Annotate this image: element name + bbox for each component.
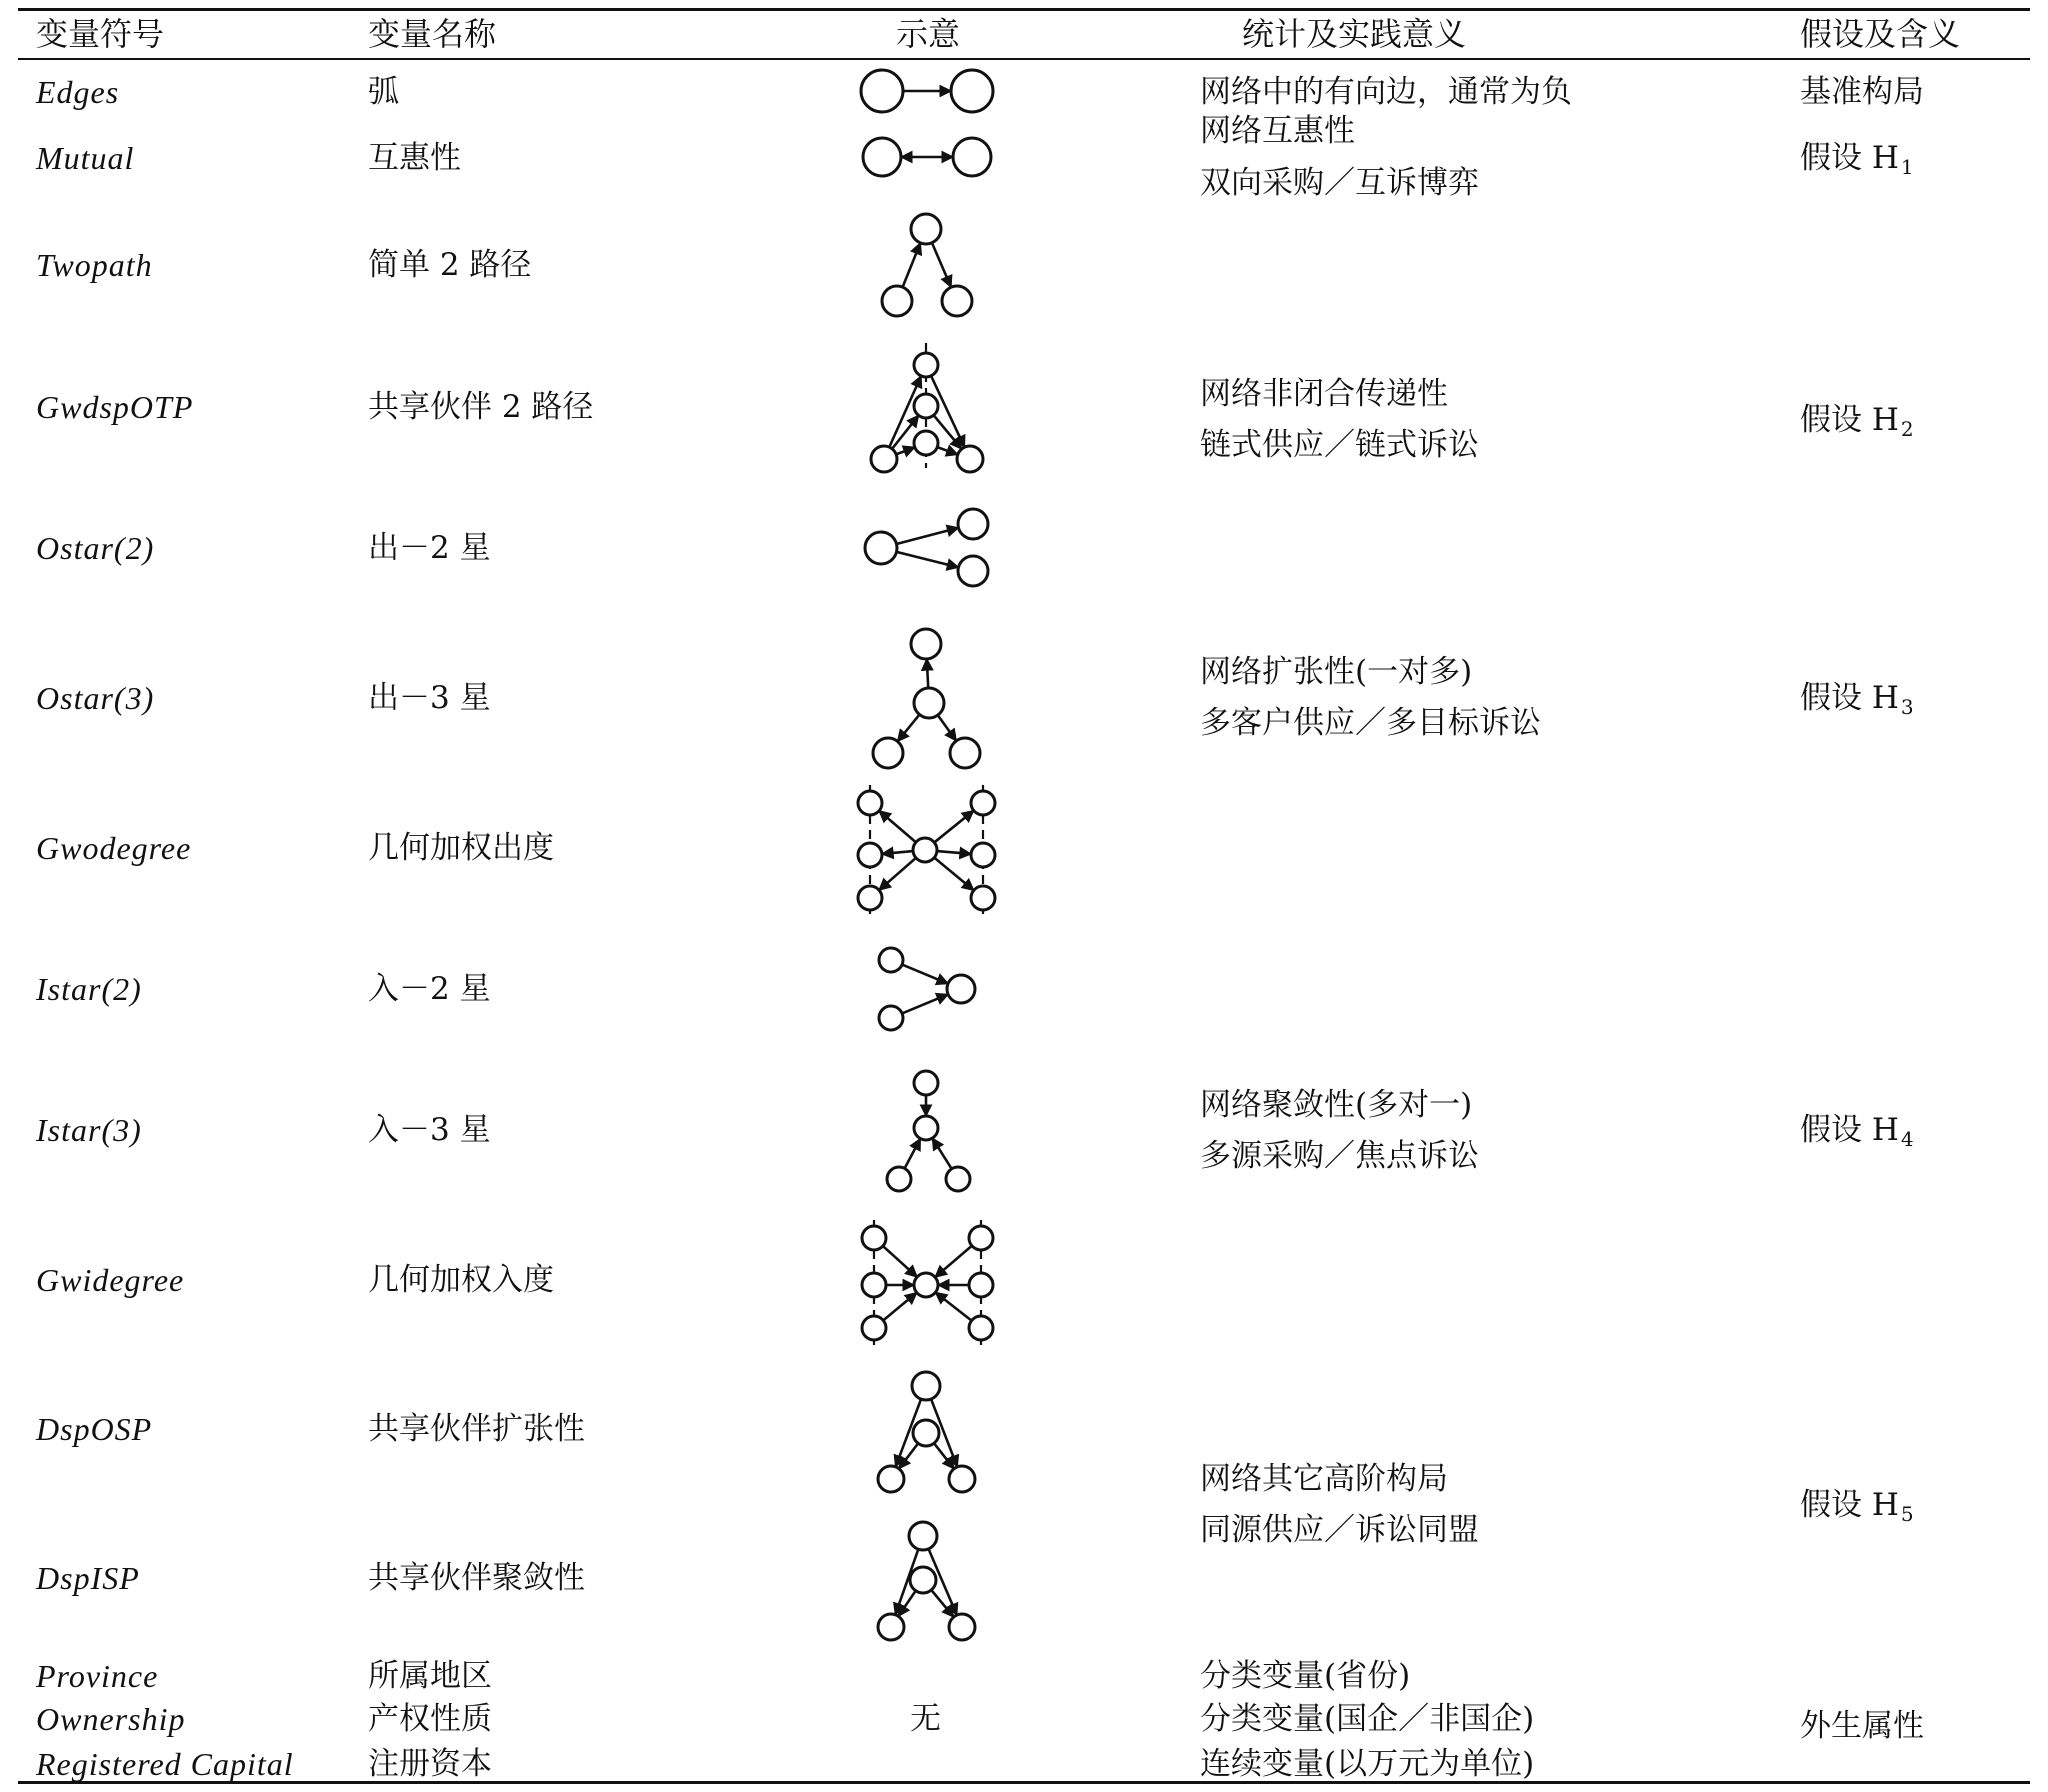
meaning-province: 分类变量(省份) [1200,1658,1411,1694]
node [879,948,903,972]
node [953,138,991,176]
node [958,556,988,586]
header-symbol: 变量符号 [36,15,165,53]
gwidegree-diagram [862,1220,993,1345]
gwodegree-diagram [858,785,995,915]
istar2-diagram [879,948,975,1030]
node [878,1466,904,1492]
edge-diagram [861,70,993,112]
node [911,214,941,244]
directed-edge [937,447,958,454]
hypothesis-edges: 基准构局 [1800,74,1924,110]
directed-edge [931,1590,953,1617]
directed-edge [902,965,948,984]
symbol-gwodegree: Gwodegree [36,830,192,866]
header-illustration: 示意 [896,15,961,53]
node [909,1522,937,1550]
node [858,791,882,815]
node [910,1567,936,1593]
header-name: 变量名称 [368,15,497,53]
node [865,532,897,564]
directed-edge [897,552,959,567]
node [873,738,903,768]
node [862,1273,886,1297]
directed-edge [935,1246,972,1277]
dspisp-diagram [878,1522,975,1640]
node [971,886,995,910]
hypothesis-h4-sub: 4 [1900,1127,1914,1151]
hypothesis-h2-text: 假设 H [1800,402,1899,438]
node [882,286,912,316]
directed-edge [938,715,956,741]
meaning-ownership: 分类变量(国企／非国企) [1200,1701,1535,1737]
symbol-ostar2: Ostar(2) [36,530,155,566]
node [862,1226,886,1250]
meaning-mutual-2: 双向采购／互诉博弈 [1200,165,1479,201]
name-ostar3: 出－3 星 [368,680,491,716]
node [947,975,975,1003]
node [914,1273,938,1297]
node [862,1316,886,1340]
directed-edge [898,715,920,742]
directed-edge [879,811,916,842]
symbol-mutual: Mutual [36,140,135,176]
node [858,843,882,867]
node [871,446,897,472]
node [950,738,980,768]
node [957,446,983,472]
node [911,629,941,659]
node [971,791,995,815]
node [971,843,995,867]
node [914,353,938,377]
mutual-diagram [863,138,991,176]
node [914,394,938,418]
name-registered-capital: 注册资本 [368,1746,492,1782]
name-gwdspotp: 共享伙伴 2 路径 [368,389,594,425]
symbol-registered-capital: Registered Capital [36,1746,294,1782]
hypothesis-h1-sub: 1 [1900,155,1914,179]
node [913,1420,939,1446]
directed-edge [896,528,958,544]
directed-edge [883,1293,917,1321]
meaning-gwdsp-2: 链式供应／链式诉讼 [1200,427,1479,463]
node [858,886,882,910]
meaning-gwdsp-1: 网络非闭合传递性 [1200,376,1448,412]
name-istar2: 入－2 星 [368,971,491,1007]
node [949,1614,975,1640]
directed-edge [903,243,921,287]
header-hypothesis: 假设及含义 [1800,15,1961,53]
ostar3-diagram [873,629,980,768]
node [913,838,937,862]
node [958,509,988,539]
directed-edge [879,858,916,890]
node [951,70,993,112]
node [942,286,972,316]
meaning-dsp-2: 同源供应／诉讼同盟 [1200,1512,1479,1548]
hypothesis-h2-sub: 2 [1900,417,1914,441]
header-meaning: 统计及实践意义 [1242,15,1467,53]
directed-edge [905,1139,921,1169]
symbol-province: Province [36,1658,159,1694]
name-dsposp: 共享伙伴扩张性 [368,1411,585,1447]
hypothesis-h3-text: 假设 H [1800,680,1899,716]
name-mutual: 互惠性 [368,140,461,176]
symbol-ostar3: Ostar(3) [36,680,155,716]
symbol-dsposp: DspOSP [36,1411,153,1447]
meaning-istar-2: 多源采购／焦点诉讼 [1200,1138,1479,1174]
symbol-twopath: Twopath [36,247,153,283]
symbol-dspisp: DspISP [36,1560,140,1596]
node [969,1226,993,1250]
directed-edge [932,1138,951,1169]
meaning-ostar-2: 多客户供应／多目标诉讼 [1200,705,1541,741]
name-gwodegree: 几何加权出度 [368,830,554,866]
symbol-istar2: Istar(2) [36,971,142,1007]
node [914,431,938,455]
name-dspisp: 共享伙伴聚敛性 [368,1560,585,1596]
node [914,1071,938,1095]
name-istar3: 入－3 星 [368,1112,491,1148]
directed-edge [882,851,913,854]
meaning-mutual-1: 网络互惠性 [1200,113,1355,149]
node [914,688,944,718]
symbol-istar3: Istar(3) [36,1112,142,1148]
istar3-diagram [887,1071,970,1191]
node [878,1614,904,1640]
directed-edge [934,811,973,843]
meaning-dsp-1: 网络其它高阶构局 [1200,1461,1448,1497]
node [914,1116,938,1140]
name-province: 所属地区 [368,1658,492,1694]
twopath-diagram [882,214,972,316]
directed-edge [935,1292,971,1320]
symbol-ownership: Ownership [36,1701,186,1737]
directed-edge [932,243,951,287]
directed-edge [883,1246,917,1277]
node [949,1466,975,1492]
name-ostar2: 出－2 星 [368,530,491,566]
meaning-capital: 连续变量(以万元为单位) [1200,1746,1535,1782]
illustration-none: 无 [910,1701,941,1737]
directed-edge [937,851,971,854]
name-twopath: 简单 2 路径 [368,247,532,283]
node [969,1316,993,1340]
directed-edge [902,994,948,1013]
gwdspotp-diagram [871,343,983,472]
hypothesis-h4-text: 假设 H [1800,1112,1899,1148]
name-gwidegree: 几何加权入度 [368,1262,554,1298]
meaning-istar-1: 网络聚敛性(多对一) [1200,1087,1473,1123]
directed-edge [896,447,915,454]
meaning-ostar-1: 网络扩张性(一对多) [1200,654,1473,690]
symbol-gwidegree: Gwidegree [36,1262,185,1298]
node [887,1167,911,1191]
meaning-edges: 网络中的有向边，通常为负 [1200,74,1572,110]
node [879,1006,903,1030]
node [863,138,901,176]
node [861,70,903,112]
directed-edge [927,659,928,688]
dsposp-diagram [878,1372,975,1492]
directed-edge [898,1591,915,1617]
name-ownership: 产权性质 [368,1701,492,1737]
hypothesis-exogenous: 外生属性 [1800,1708,1924,1744]
hypothesis-h5-sub: 5 [1900,1502,1914,1526]
node [969,1273,993,1297]
directed-edge [934,858,974,891]
symbol-gwdspotp: GwdspOTP [36,389,194,425]
hypothesis-h1-text: 假设 H [1800,140,1899,176]
hypothesis-h3-sub: 3 [1900,695,1914,719]
node [912,1372,940,1400]
ostar2-diagram [865,509,988,586]
node [946,1167,970,1191]
name-edges: 弧 [368,74,399,110]
hypothesis-h5-text: 假设 H [1800,1487,1899,1523]
symbol-edges: Edges [36,74,120,110]
